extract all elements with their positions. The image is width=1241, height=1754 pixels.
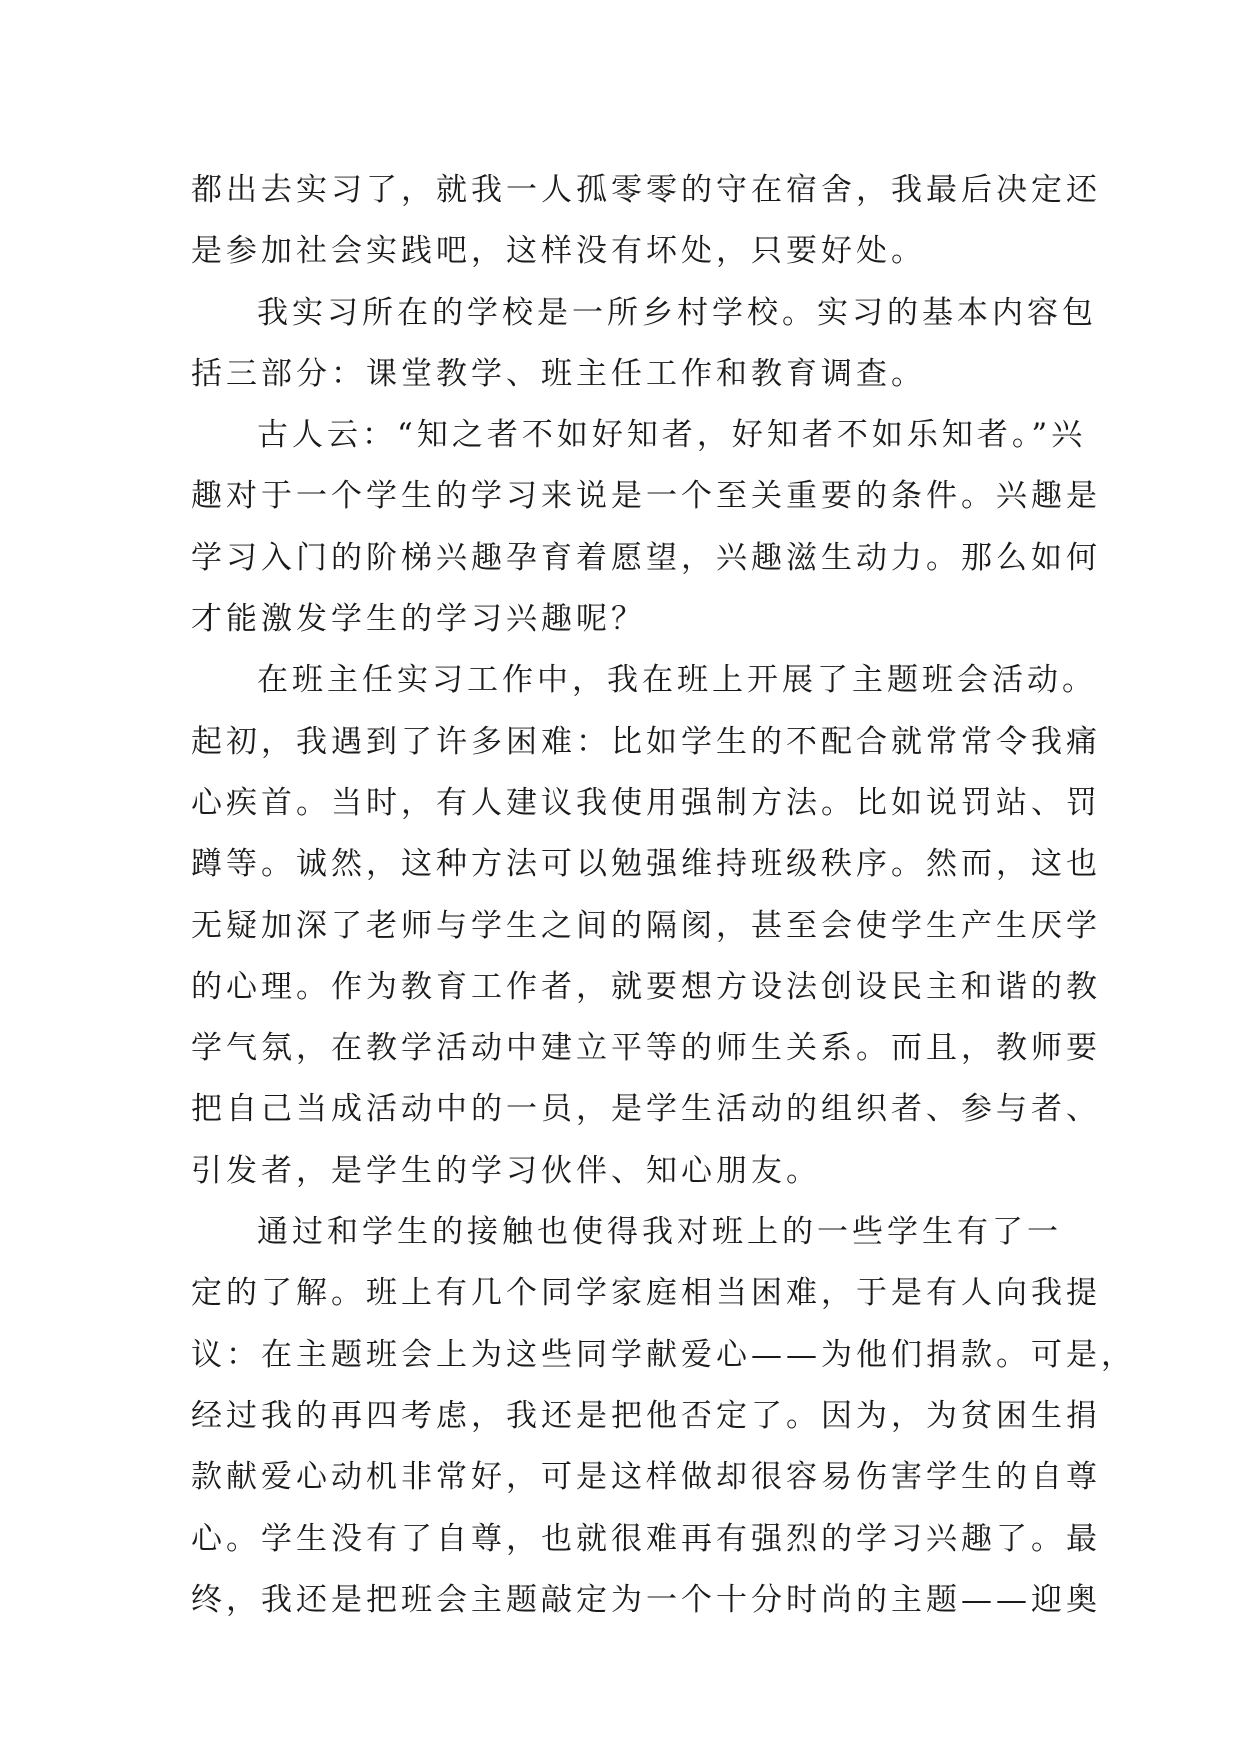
text-line: 都出去实习了，就我一人孤零零的守在宿舍，我最后决定还: [191, 172, 1101, 208]
paragraph-first-line: 古人云：“知之者不如好知者，好知者不如乐知者。”兴: [257, 417, 1087, 454]
text-line: 把自己当成活动中的一员，是学生活动的组织者、参与者、: [191, 1091, 1101, 1128]
text-line: 蹲等。诚然，这种方法可以勉强维持班级秩序。然而，这也: [191, 846, 1101, 883]
text-line: 才能激发学生的学习兴趣呢？: [191, 601, 646, 638]
paragraph-first-line: 通过和学生的接触也使得我对班上的一些学生有了一: [257, 1214, 1062, 1251]
text-line: 心疾首。当时，有人建议我使用强制方法。比如说罚站、罚: [191, 784, 1101, 821]
text-line: 学气氛，在教学活动中建立平等的师生关系。而且，教师要: [191, 1030, 1101, 1067]
text-line: 定的了解。班上有几个同学家庭相当困难，于是有人向我提: [191, 1275, 1101, 1312]
text-line: 无疑加深了老师与学生之间的隔阂，甚至会使学生产生厌学: [191, 907, 1101, 944]
text-line: 是参加社会实践吧，这样没有坏处，只要好处。: [191, 233, 926, 270]
paragraph-first-line: 在班主任实习工作中，我在班上开展了主题班会活动。: [257, 662, 1097, 699]
text-line: 议：在主题班会上为这些同学献爱心——为他们捐款。可是，: [191, 1336, 1136, 1373]
text-line: 学习入门的阶梯兴趣孕育着愿望，兴趣滋生动力。那么如何: [191, 539, 1101, 576]
text-line: 款献爱心动机非常好，可是这样做却很容易伤害学生的自尊: [191, 1459, 1101, 1496]
paragraph-first-line: 我实习所在的学校是一所乡村学校。实习的基本内容包: [257, 294, 1097, 331]
text-line: 经过我的再四考虑，我还是把他否定了。因为，为贫困生捐: [191, 1397, 1101, 1434]
text-line: 心。学生没有了自尊，也就很难再有强烈的学习兴趣了。最: [191, 1520, 1101, 1557]
text-line: 引发者，是学生的学习伙伴、知心朋友。: [191, 1152, 821, 1189]
text-line: 的心理。作为教育工作者，就要想方设法创设民主和谐的教: [191, 968, 1101, 1005]
document-body: [191, 160, 1136, 1631]
text-line: 终，我还是把班会主题敲定为一个十分时尚的主题——迎奥: [191, 1581, 1101, 1618]
text-line: 趣对于一个学生的学习来说是一个至关重要的条件。兴趣是: [191, 478, 1101, 515]
text-line: 括三部分：课堂教学、班主任工作和教育调查。: [191, 355, 926, 392]
text-line: 起初，我遇到了许多困难：比如学生的不配合就常常令我痛: [191, 723, 1101, 760]
